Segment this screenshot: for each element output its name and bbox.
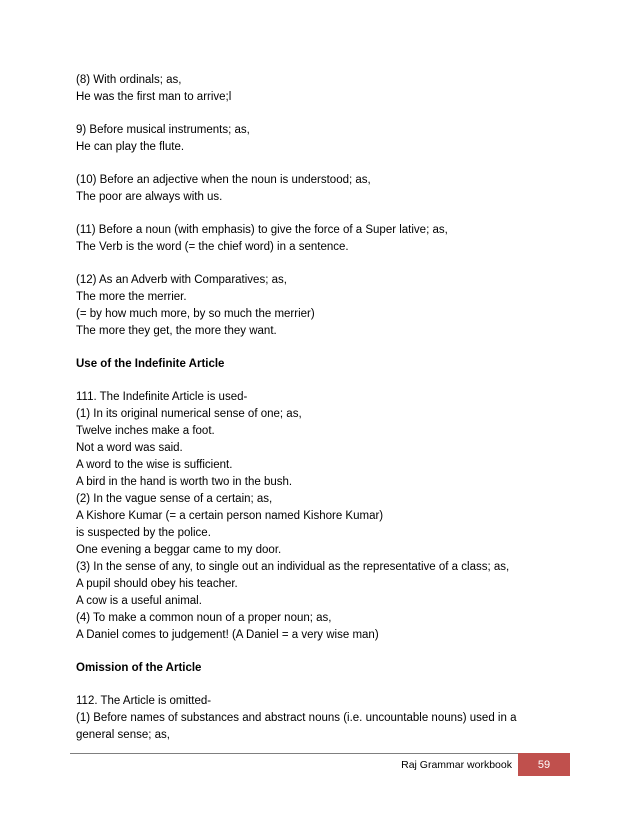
rule-9-block [76,122,566,156]
text-line: Not a word was said. [76,442,183,454]
text-line: A Kishore Kumar (= a certain person named Kishore Kumar) [76,510,384,522]
text-line: He can play the flute. [76,141,185,153]
text-line: (12) As an Adverb with Comparatives; as, [76,274,287,286]
footer-book-title: Raj Grammar workbook [401,759,512,771]
rule-8-block [76,72,566,106]
text-line: (8) With ordinals; as, [76,74,182,86]
text-line: A word to the wise is sufficient. [76,459,233,471]
rule-11-block [76,222,566,256]
text-line: (= by how much more, by so much the merrier) [76,308,315,320]
omission-block [76,693,566,744]
text-line: (10) Before an adjective when the noun is understood; as, [76,174,371,186]
text-line: 112. The Article is omitted- [76,695,212,707]
rule-12-block [76,272,566,340]
text-line: The more the merrier. [76,291,187,303]
footer-divider [70,753,570,754]
page-content [76,72,566,760]
text-line: A bird in the hand is worth two in the bush. [76,476,293,488]
section-heading-indefinite-article: Use of the Indefinite Article [76,358,225,370]
text-line: The more they get, the more they want. [76,325,277,337]
text-line: (2) In the vague sense of a certain; as, [76,493,273,505]
text-line: He was the first man to arrive;l [76,91,232,103]
text-line: 9) Before musical instruments; as, [76,124,250,136]
text-line: (1) Before names of substances and abstract nouns (i.e. uncountable nouns) used in a [76,712,517,724]
text-line: 111. The Indefinite Article is used- [76,391,248,403]
text-line: (4) To make a common noun of a proper noun; as, [76,612,332,624]
text-line: is suspected by the police. [76,527,211,539]
text-line: The poor are always with us. [76,191,223,203]
text-line: One evening a beggar came to my door. [76,544,282,556]
text-line: (1) In its original numerical sense of one; as, [76,408,302,420]
indefinite-article-block [76,389,566,644]
text-line: (11) Before a noun (with emphasis) to give the force of a Super lative; as, [76,224,448,236]
text-line: A Daniel comes to judgement! (A Daniel = a very wise man) [76,629,379,641]
page-number-badge: 59 [518,753,570,776]
text-line: A cow is a useful animal. [76,595,202,607]
text-line: (3) In the sense of any, to single out an individual as the representative of a class; as, [76,561,510,573]
text-line: Twelve inches make a foot. [76,425,215,437]
text-line: general sense; as, [76,729,170,741]
section-heading-omission-of-article: Omission of the Article [76,662,202,674]
text-line: The Verb is the word (= the chief word) in a sentence. [76,241,349,253]
text-line: A pupil should obey his teacher. [76,578,238,590]
rule-10-block [76,172,566,206]
